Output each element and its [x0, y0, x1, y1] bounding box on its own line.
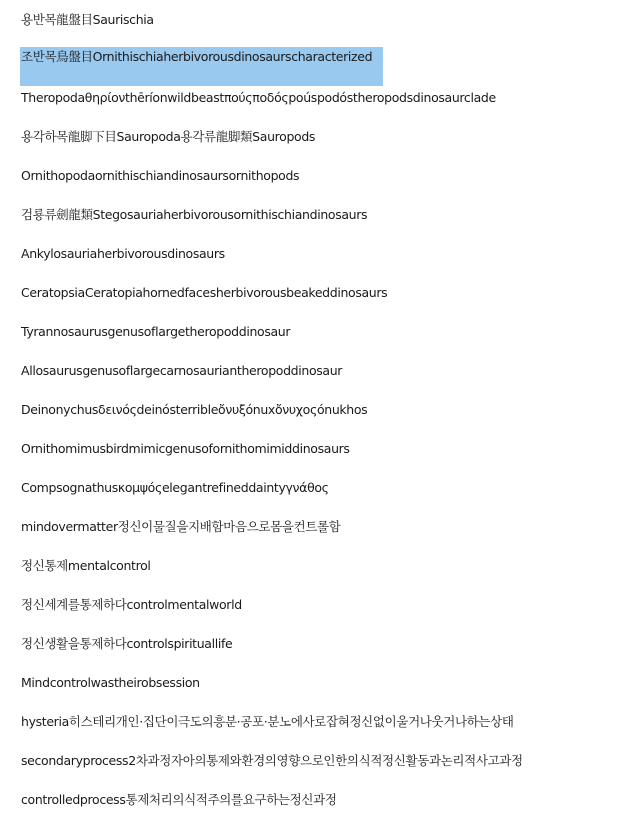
text-line: Mindcontrolwastheirobsession [21, 675, 200, 690]
text-line: Ornithomimusbirdmimicgenusofornithomimiddinosaurs [21, 441, 350, 456]
text-line: Tyrannosaurusgenusoflargetheropoddinosaur [21, 324, 291, 339]
text-line: 용각하목龍脚下目Sauropoda용각류龍脚類Sauropods [21, 129, 316, 144]
text-line: Theropodaθηρίονthēríonwildbeastπούςποδόςpoúspodóstheropodsdinosaurclade [21, 90, 496, 105]
text-line: secondaryprocess2차과정자아의통제와환경의영향으로인한의식적정신활동과논리적사고과정 [21, 753, 523, 768]
text-line: Allosaurusgenusoflargecarnosauriantheropoddinosaur [21, 363, 343, 378]
text-line-content: 조반목鳥盤目Ornithischiaherbivorousdinosaurscharacterized [21, 49, 373, 64]
text-line: CeratopsiaCeratopiahornedfacesherbivorousbeakeddinosaurs [21, 285, 388, 300]
text-line: hysteria히스테리개인·집단이극도의흥분·공포·분노에사로잡혀정신없이울거나웃거나하는상태 [21, 714, 514, 729]
text-line: controlledprocess통제처리의식적주의를요구하는정신과정 [21, 792, 337, 807]
text-line: mindovermatter정신이물질을지배함마음으로몸을컨트롤함 [21, 519, 341, 534]
text-line: Ankylosauriaherbivorousdinosaurs [21, 246, 225, 261]
text-line: 용반목龍盤目Saurischia [21, 12, 154, 27]
text-line: Ornithopodaornithischiandinosaursornithopods [21, 168, 300, 183]
text-line: 정신생활을통제하다controlspirituallife [21, 636, 233, 651]
text-line: Deinonychusδεινόςdeinósterribleὄνυξónuxὄνυχοςónukhos [21, 402, 368, 417]
text-line: Compsognathusκομψόςelegantrefineddaintyγνάθος [21, 480, 329, 495]
text-line: 정신통제mentalcontrol [21, 558, 151, 573]
selected-text-line[interactable] [20, 47, 383, 86]
text-line: 정신세계를통제하다controlmentalworld [21, 597, 242, 612]
text-line: 검룡류劍龍類Stegosauriaherbivorousornithischiandinosaurs [21, 207, 368, 222]
